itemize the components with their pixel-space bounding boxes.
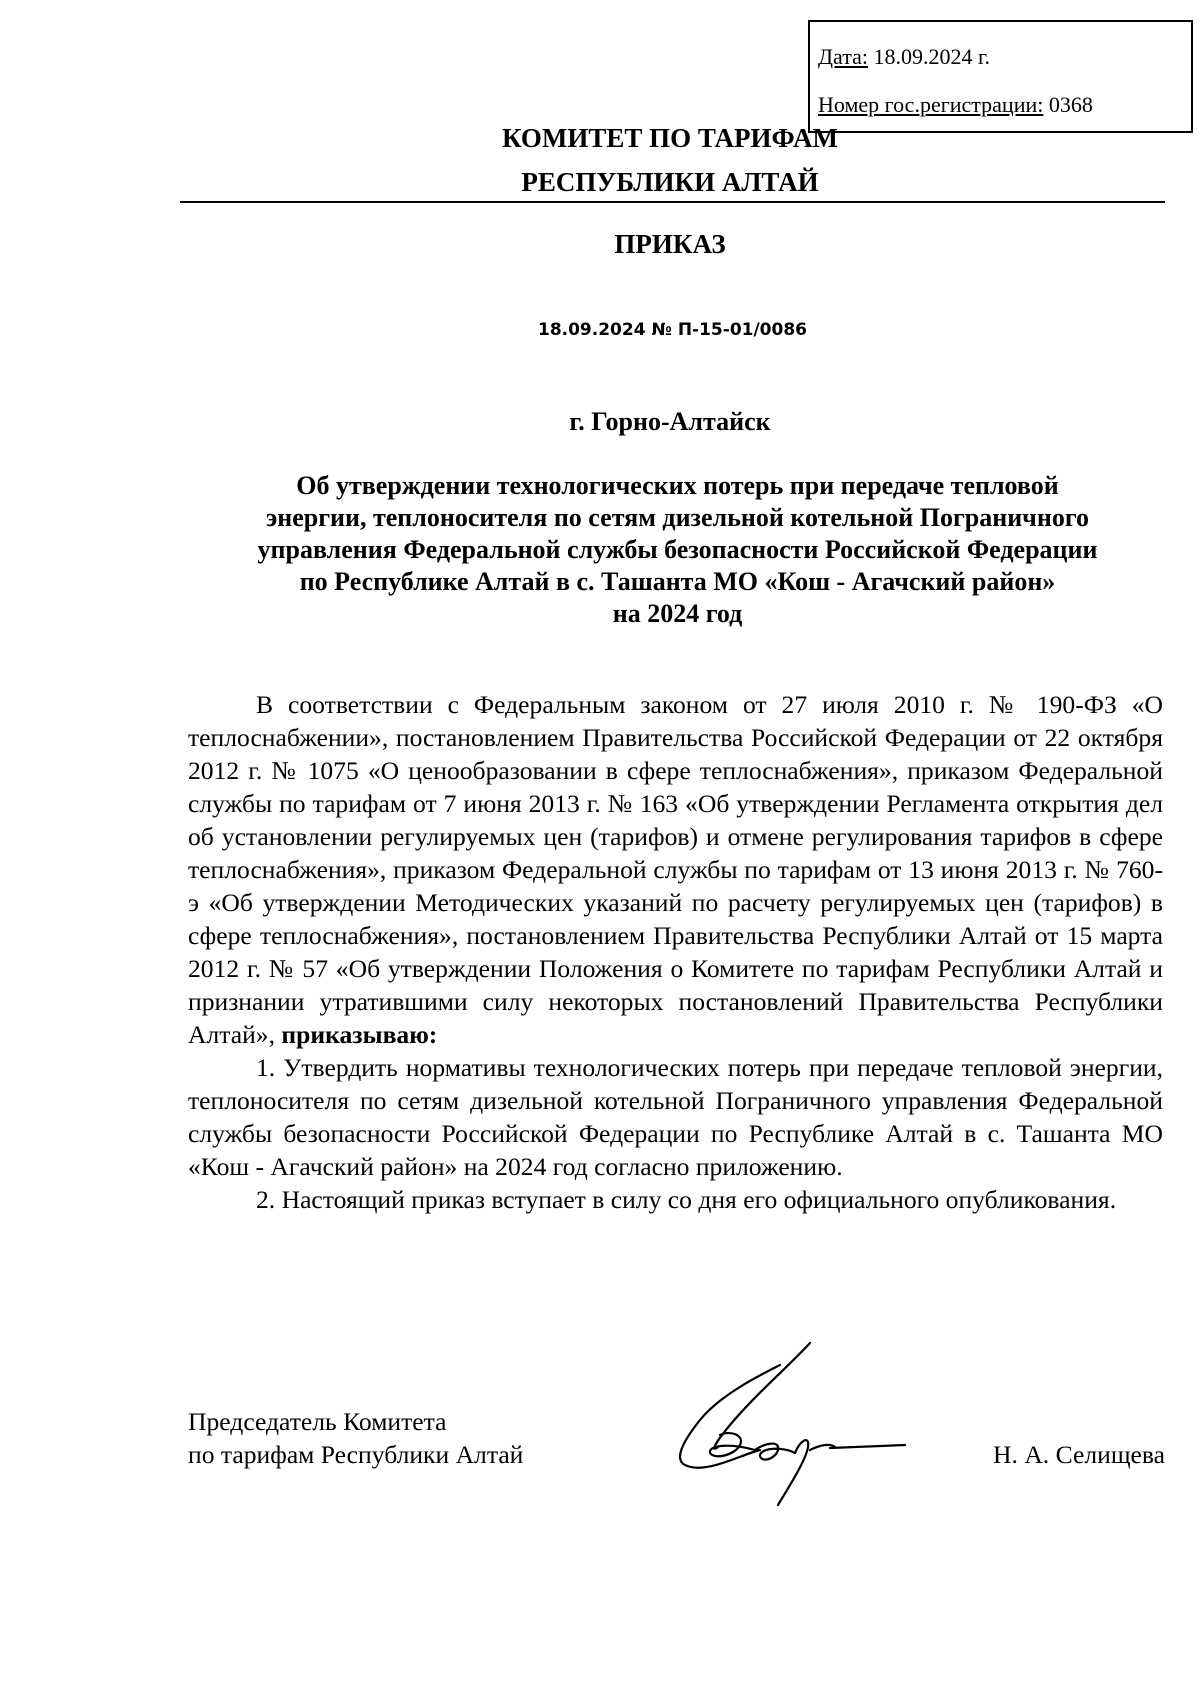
document-body <box>188 688 1163 1216</box>
preamble-paragraph <box>188 688 1163 1051</box>
preamble-text: В соответствии с Федеральным законом от 27 июля 2010 г. № 190-ФЗ «О теплоснабжении», постановлением Правительства Российской Федерации от 22 октября 2012 г. № 1075 «О ценообразовании в сфере теплоснабжения», приказом Федеральной службы по тарифам от 7 июня 2013 г. № 163 «Об утверждении Регламента открытия дел об установлении регулируемых цен (тарифов) и отмене регулирования тарифов в сфере теплоснабжения», приказом Федеральной службы по тарифам от 13 июня 2013 г. № 760-э «Об утверждении Методических указаний по расчету регулируемых цен (тарифов) в сфере теплоснабжения», постановлением Правительства Республики Алтай от 15 марта 2012 г. № 57 «Об утверждении Положения о Комитете по тарифам Республики Алтай и признании утратившими силу некоторых постановлений Правительства Республики Алтай», <box>188 690 1163 1049</box>
signer-name: Н. А. Селищева <box>993 1440 1165 1469</box>
document-title <box>175 470 1180 630</box>
order-word: приказываю: <box>281 1020 438 1049</box>
document-city: г. Горно-Алтайск <box>569 407 771 436</box>
handwritten-signature <box>660 1335 925 1510</box>
registration-number-label: Номер гос.регистрации: <box>818 92 1044 117</box>
title-line: управления Федеральной службы безопасности Российской Федерации <box>257 535 1098 564</box>
title-line: Об утверждении технологических потерь при передаче тепловой <box>296 471 1059 500</box>
order-item-1: 1. Утвердить нормативы технологических потерь при передаче тепловой энергии, теплоносителя по сетям дизельной котельной Пограничного управления Федеральной службы безопасности Российской Федерации по Республике Алтай в с. Ташанта МО «Кош - Агачский район» на 2024 год согласно приложению. <box>188 1053 1163 1181</box>
title-line: энергии, теплоносителя по сетям дизельной котельной Пограничного <box>266 503 1089 532</box>
document-number: 18.09.2024 № П-15-01/0086 <box>537 320 807 340</box>
registration-date <box>818 44 990 70</box>
document-type: ПРИКАЗ <box>614 229 726 259</box>
org-name-line1: КОМИТЕТ ПО ТАРИФАМ <box>501 123 839 153</box>
registration-stamp <box>808 20 1193 133</box>
registration-date-value: 18.09.2024 г. <box>873 44 991 69</box>
registration-date-label: Дата: <box>818 44 868 69</box>
org-name-line2: РЕСПУБЛИКИ АЛТАЙ <box>521 167 819 197</box>
title-line: на 2024 год <box>612 599 743 628</box>
title-line: по Республике Алтай в с. Ташанта МО «Кош - Агачский район» <box>299 567 1056 596</box>
registration-number <box>818 92 1093 118</box>
signer-position-line1: Председатель Комитета <box>188 1407 447 1436</box>
signer-position-line2: по тарифам Республики Алтай <box>188 1440 524 1469</box>
signer-position <box>188 1405 523 1471</box>
registration-number-value: 0368 <box>1048 92 1093 117</box>
order-item-2: 2. Настоящий приказ вступает в силу со дня его официального опубликования. <box>256 1185 1117 1214</box>
header-divider <box>180 201 1165 203</box>
